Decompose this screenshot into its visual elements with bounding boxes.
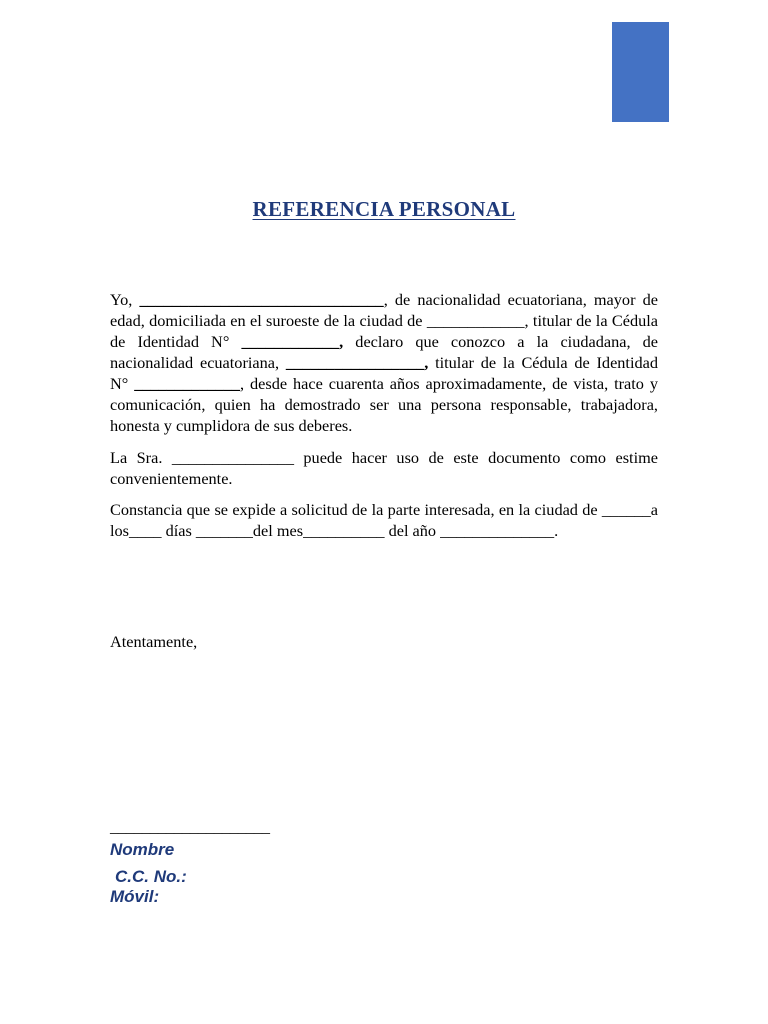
signature-line: ____________________ xyxy=(110,819,270,836)
referenced-id-blank: _____________ xyxy=(134,374,241,393)
document-title-text: REFERENCIA PERSONAL xyxy=(252,197,516,221)
paragraph-constancy: Constancia que se expide a solicitud de la parte interesada, en la ciudad de ______a los____ días _______del mes__________ del año ______________. xyxy=(110,500,658,540)
para1-text-4: titular de la Cédula de Identidad N° xyxy=(110,353,658,393)
paragraph-usage: La Sra. _______________ puede hacer uso de este documento como estime convenientemente. xyxy=(110,448,658,488)
paragraph-declaration xyxy=(110,289,658,436)
para1-text-1: Yo, xyxy=(110,290,140,309)
document-title xyxy=(0,197,768,222)
declarant-id-blank: ____________, xyxy=(241,332,344,351)
signature-name-label: Nombre xyxy=(110,840,175,859)
signature-id-label: C.C. No.: xyxy=(115,867,187,886)
referenced-name-blank: _________________, xyxy=(285,353,429,372)
para1-text-5: , desde hace cuarenta años aproximadamente, de vista, trato y comunicación, quien ha demostrado ser una persona responsable, trabajadora, honesta y cumplidora de sus deberes. xyxy=(110,374,659,435)
closing-text: Atentamente, xyxy=(110,632,198,651)
accent-color-block xyxy=(612,22,669,122)
para1-text-3: declaro que conozco a la ciudadana, de nacionalidad ecuatoriana, xyxy=(110,332,658,372)
signature-mobile-label: Móvil: xyxy=(110,887,160,906)
declarant-name-blank: ______________________________ xyxy=(139,290,384,309)
para1-text-2: , de nacionalidad ecuatoriana, mayor de edad, domiciliada en el suroeste de la ciudad de ____________, titular de la Cédula de Identidad N° xyxy=(110,290,658,351)
